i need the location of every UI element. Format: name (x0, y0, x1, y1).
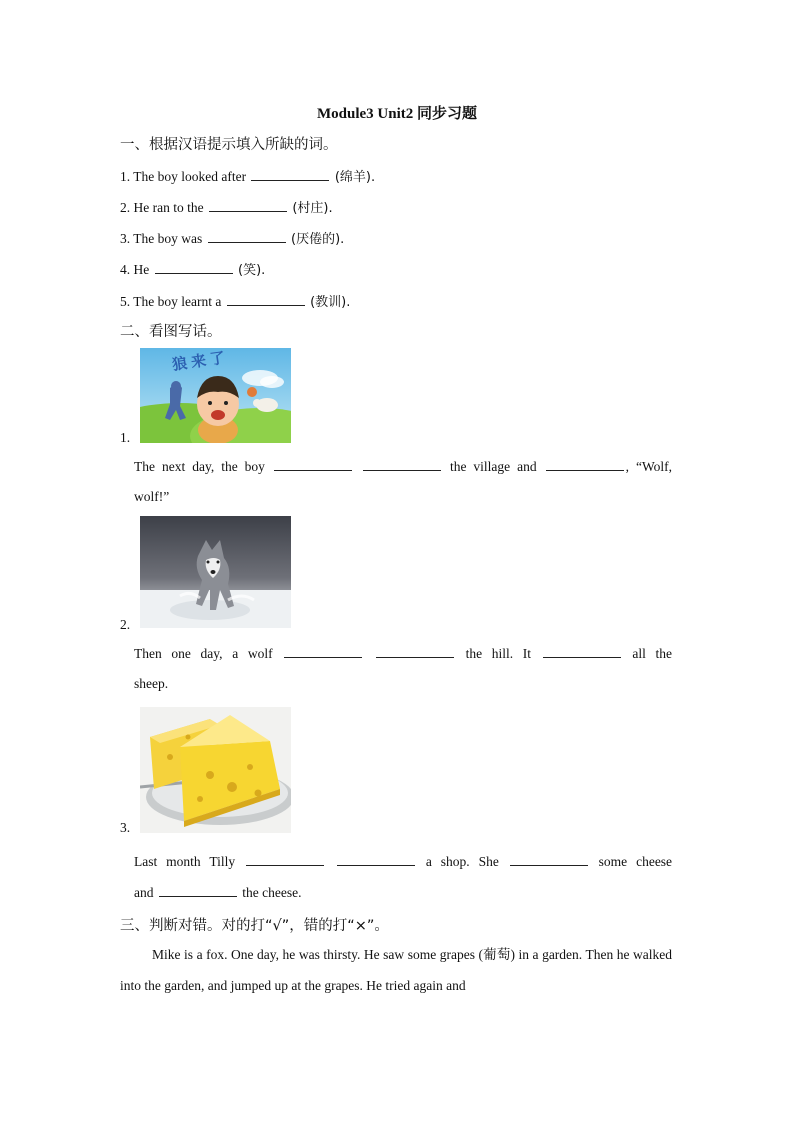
section-3-heading: 三、判断对错。对的打“√”，错的打“×”。 (120, 918, 389, 934)
exercise-item-4: 4. He (笑). (120, 262, 266, 278)
answer-blank[interactable] (155, 261, 233, 274)
answer-blank[interactable] (546, 458, 624, 471)
answer-blank[interactable] (227, 293, 305, 306)
sentence-1-line-1: The next day, the boy the village and , “Wolf, (134, 459, 673, 474)
answer-blank[interactable] (208, 230, 286, 243)
cartoon-boy-wolf-image (140, 348, 291, 443)
reading-paragraph: Mike is a fox. One day, he was thirsty. He saw some grapes (葡萄) in a garden. Then he walked into the garden, and jumped up at the grapes. He tried again and (120, 947, 672, 993)
answer-blank[interactable] (376, 645, 454, 658)
answer-blank[interactable] (209, 199, 287, 212)
section-1-heading: 一、根据汉语提示填入所缺的词。 (120, 137, 338, 153)
answer-blank[interactable] (159, 884, 237, 897)
answer-blank[interactable] (284, 645, 362, 658)
answer-blank[interactable] (246, 853, 324, 866)
sentence-2-line-1: Then one day, a wolf the hill. It all the (134, 646, 673, 661)
answer-blank[interactable] (543, 645, 621, 658)
cartoon-caption: 狼来了 (171, 348, 231, 374)
answer-blank[interactable] (510, 853, 588, 866)
sentence-1-line-2: wolf!” (134, 489, 170, 504)
exercise-item-1: 1. The boy looked after (绵羊). (120, 169, 376, 185)
sentence-3-line-2: and the cheese. (134, 885, 302, 900)
exercise-item-3: 3. The boy was (厌倦的). (120, 231, 345, 247)
answer-blank[interactable] (337, 853, 415, 866)
sentence-2-line-2: sheep. (134, 676, 169, 691)
answer-blank[interactable] (251, 168, 329, 181)
picture-number-1: 1. (120, 430, 131, 445)
exercise-item-2: 2. He ran to the (村庄). (120, 200, 333, 216)
cheese-plate-image (140, 707, 291, 833)
sentence-3-line-1: Last month Tilly a shop. She some cheese (134, 854, 673, 869)
wolf-running-snow-image (140, 516, 291, 628)
exercise-item-5: 5. The boy learnt a (教训). (120, 294, 351, 310)
answer-blank[interactable] (363, 458, 441, 471)
picture-number-2: 2. (120, 617, 131, 632)
section-2-heading: 二、看图写话。 (120, 324, 222, 340)
picture-number-3: 3. (120, 820, 131, 835)
page-title: Module3 Unit2 同步习题 (316, 106, 477, 122)
answer-blank[interactable] (274, 458, 352, 471)
